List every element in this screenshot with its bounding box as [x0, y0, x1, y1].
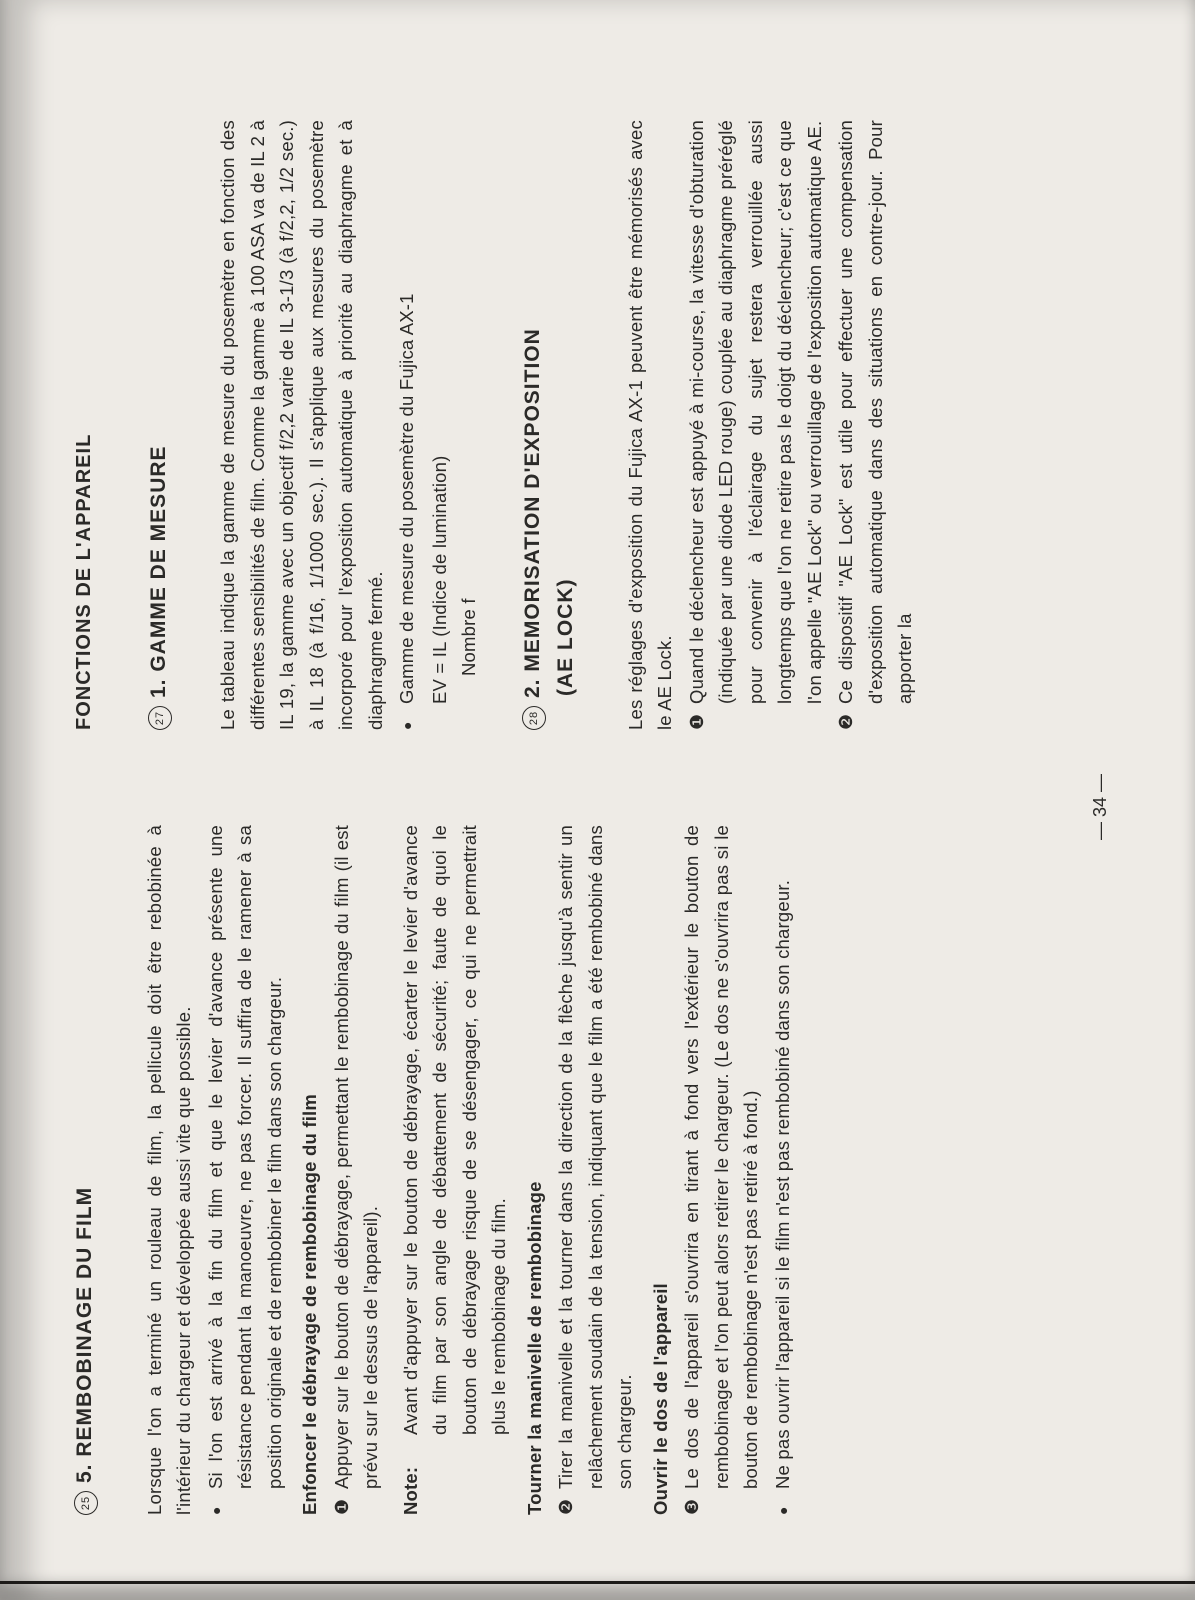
right-column: [70, 120, 922, 730]
step-1-text: Quand le déclencheur est appuyé à mi-course, la vitesse d'obturation (indiquée par une diode LED rouge) couplée au diaphragme préréglé pour convenir à l'éclairage du sujet restera verrouillée aussi longtemps que l'on ne retire pas le doigt du déclencheur; c'est ce que l'on appelle "AE Lock" ou verrouillage de l'exposition automatique AE.: [685, 120, 825, 704]
page-title: FONCTIONS DE L'APPAREIL: [73, 433, 95, 730]
step-item-1: [682, 120, 830, 730]
step-item-1: [327, 825, 386, 1515]
section-heading-gamme: [144, 120, 174, 730]
ae-lock-intro: Les réglages d'exposition du Fujica AX-1 peuvent être mémorisés avec le AE Lock.: [624, 120, 675, 730]
section-title: 5. REMBOBINAGE DU FILM: [73, 1186, 96, 1483]
page-number: — 34 —: [1090, 773, 1110, 840]
step-2-text: Ce dispositif "AE Lock" est utile pour effectuer une compensation d'exposition automatique dans des situations en contre-jour. Pour apporter la: [835, 120, 915, 704]
ev-definition: EV = IL (Indice de lumination): [428, 455, 450, 704]
step-2-text: Tirer la manivelle et la tourner dans la direction de la flèche jusqu'à sentir un relâchement soudain de la tension, indiquant que le film a été rembobiné dans son chargeur.: [555, 825, 635, 1489]
section-subtitle-ae-lock: (AE LOCK): [554, 578, 577, 696]
step-3-icon: ❸: [682, 1498, 702, 1515]
section-title: 2. MEMORISATION D'EXPOSITION: [520, 328, 544, 698]
subheading-manivelle: Tourner la manivelle de rembobinage: [523, 1181, 545, 1515]
bullet-icon: ●: [774, 1506, 791, 1515]
section-title: 1. GAMME DE MESURE: [146, 445, 170, 698]
intro-paragraph: Lorsque l'on a terminé un rouleau de film, la pellicule doit être rebobinée à l'intérieur du chargeur et développée aussi vite que possible.: [143, 825, 194, 1515]
bullet-text: Ne pas ouvrir l'appareil si le film n'est pas rembobiné dans son chargeur.: [771, 879, 793, 1489]
gamme-paragraph: Le tableau indique la gamme de mesure du posemètre en fonction des différentes sensibilités de film. Comme la gamme à 100 ASA va de IL 2 à IL 19, la gamme avec un objectif f/2,2 varie de IL 3-1/3 (à f/2,2, 1/2 sec.) à IL 18 (à f/16, 1/1000 sec.). Il s'applique aux mesures du posemètre incorporé pour l'exposition automatique à priorité au diaphragme et à diaphragme fermé.: [217, 120, 386, 730]
step-1-icon: ❶: [686, 713, 707, 730]
step-item-3: [677, 825, 766, 1515]
bullet-icon: ●: [207, 1506, 224, 1515]
step-2-icon: ❷: [556, 1498, 576, 1515]
step-2-icon: ❷: [836, 713, 856, 730]
note-block: [396, 825, 514, 1515]
bullet-icon: ●: [399, 721, 415, 730]
note-label: Note:: [399, 1466, 421, 1515]
bullet-item: [392, 120, 423, 730]
bullet-text: Si l'on est arrivé à la fin du film et que le levier d'avance présente une résistance pendant la manoeuvre, ne pas forcer. Il suffira de le ramener à sa position originale et de rembobiner le film dans son chargeur.: [204, 825, 285, 1489]
section-number-badge: 25: [74, 1491, 98, 1515]
step-1-icon: ❶: [331, 1498, 352, 1515]
step-item-2: [551, 825, 640, 1515]
left-column: [70, 825, 800, 1515]
section-heading-rembobinage: [70, 825, 100, 1515]
bullet-item: [201, 825, 290, 1515]
section-number-badge: 28: [522, 706, 546, 730]
f-number-label: Nombre f: [458, 598, 479, 676]
section-heading-memorisation: [518, 120, 548, 730]
subheading-ouvrir-dos: Ouvrir le dos de l'appareil: [649, 1283, 671, 1515]
subheading-debrayage: Enfoncer le débrayage de rembobinage du film: [299, 1093, 320, 1515]
section-number-badge: 27: [148, 706, 172, 730]
page-edge-shadow: [0, 1581, 1195, 1584]
note-text: Avant d'appuyer sur le bouton de débrayage, écarter le levier d'avance du film par son angle de débattement de sécurité; faute de quoi le bouton de débrayage risque de se désengager, ce qui ne permettrait plus le rembobinage du film.: [399, 825, 509, 1435]
bullet-item: [768, 825, 799, 1515]
step-1-text: Appuyer sur le bouton de débrayage, permettant le rembobinage du film (il est prévu sur le dessus de l'appareil).: [330, 825, 381, 1489]
step-3-text: Le dos de l'appareil s'ouvrira en tirant à fond vers l'extérieur le bouton de rembobinage et l'on peut alors retirer le chargeur. (Le dos ne s'ouvrira pas si le bouton de rembobinage n'est pas retiré à fond.): [681, 825, 761, 1489]
bullet-text: Gamme de mesure du posemètre du Fujica AX-1: [396, 293, 417, 704]
step-item-2: [831, 120, 920, 730]
